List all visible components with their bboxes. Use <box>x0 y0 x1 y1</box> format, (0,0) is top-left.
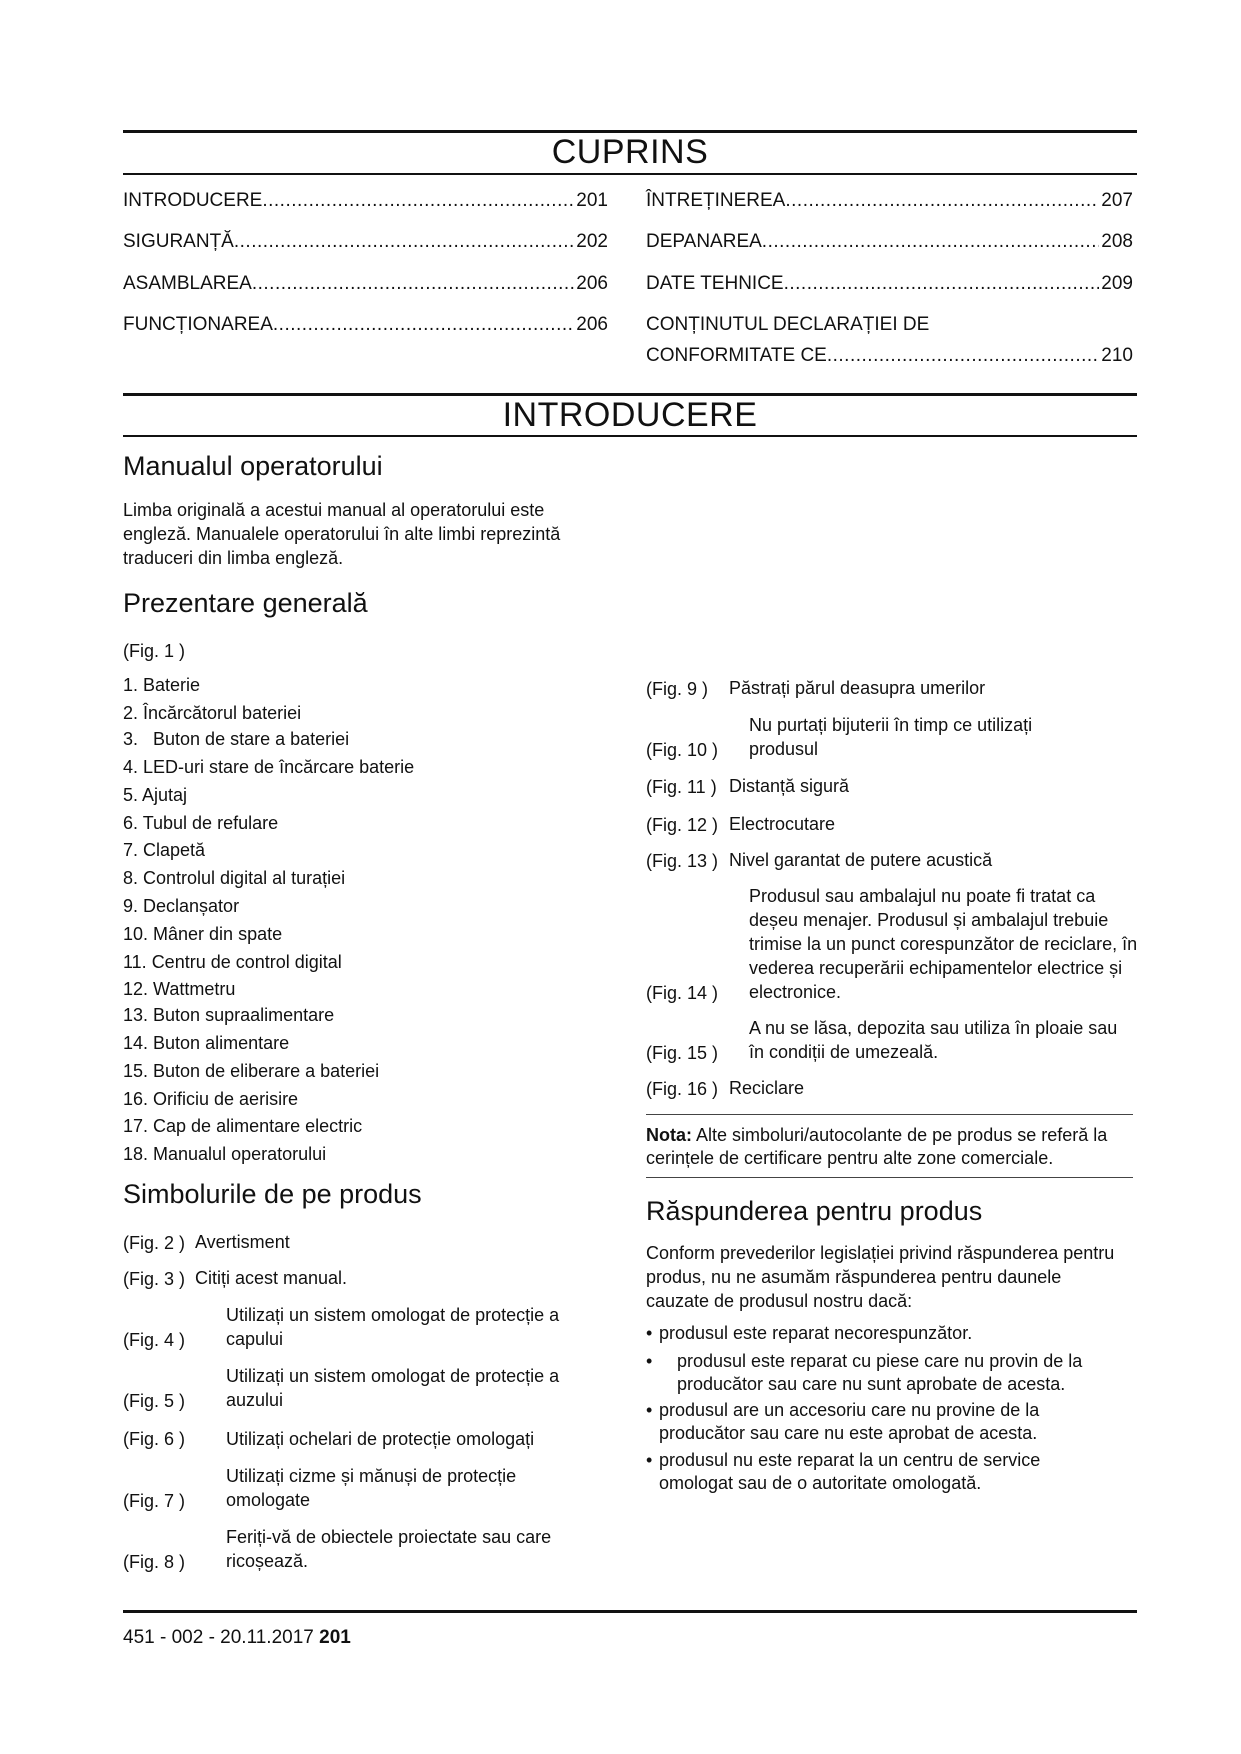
symbol-text: Reciclare <box>729 1078 805 1098</box>
bullet-dot: • <box>646 1400 653 1420</box>
liability-bullet: produsul este reparat necorespunzător. <box>659 1323 973 1343</box>
list-item: 14. Buton alimentare <box>123 1033 290 1053</box>
symbol-text: Nivel garantat de putere acustică <box>729 850 993 870</box>
symbol-fig-label: (Fig. 12 ) <box>646 815 719 835</box>
intro-bottom-rule <box>123 435 1137 437</box>
list-item: 5. Ajutaj <box>123 785 188 805</box>
toc-entry-page: 206 <box>576 314 608 335</box>
note <box>646 1124 1136 1170</box>
list-item: 3. Buton de stare a bateriei <box>123 729 350 749</box>
symbol-text: Utilizați un sistem omologat de protecție a capului <box>226 1305 560 1349</box>
list-item: 9. Declanșator <box>123 896 240 916</box>
symbol-fig-label: (Fig. 10 ) <box>646 740 719 760</box>
toc-entry-functionarea[interactable] <box>123 314 608 336</box>
liability-heading: Răspunderea pentru produs <box>646 1196 983 1226</box>
symbol-text: Citiți acest manual. <box>195 1268 348 1288</box>
toc-entry-introducere[interactable] <box>123 190 608 212</box>
overview-heading: Prezentare generală <box>123 588 368 618</box>
toc-entry-page: 209 <box>1101 273 1133 294</box>
intro-title: INTRODUCERE <box>502 396 758 434</box>
symbol-fig-label: (Fig. 6 ) <box>123 1429 186 1449</box>
toc-entry-label: ÎNTREȚINEREA <box>646 190 786 211</box>
symbol-fig-label: (Fig. 4 ) <box>123 1330 186 1350</box>
symbol-text: A nu se lăsa, depozita sau utiliza în ploaie sau în condiții de umezeală. <box>749 1018 1118 1062</box>
symbol-text: Păstrați părul deasupra umerilor <box>729 678 986 698</box>
symbol-text: Utilizați cizme și mănuși de protecție omologate <box>226 1466 517 1510</box>
symbol-text: Utilizați ochelari de protecție omologați <box>226 1429 535 1449</box>
list-item: 18. Manualul operatorului <box>123 1144 327 1164</box>
toc-entry-label: CONFORMITATE CE <box>646 345 827 366</box>
list-item: 1. Baterie <box>123 675 201 695</box>
note-label: Nota: <box>646 1125 692 1145</box>
symbol-fig-label: (Fig. 13 ) <box>646 851 719 871</box>
toc-entry-page: 201 <box>576 190 608 211</box>
symbol-fig-label: (Fig. 9 ) <box>646 679 709 699</box>
note-top-rule <box>646 1114 1133 1115</box>
footer-rule <box>123 1610 1137 1613</box>
toc-entry-label: ASAMBLAREA <box>123 273 252 294</box>
toc-entry-page: 206 <box>576 273 608 294</box>
symbol-text: Feriți-vă de obiectele proiectate sau care ricoșează. <box>226 1527 552 1571</box>
list-item: 10. Mâner din spate <box>123 924 283 944</box>
toc-entry-label: SIGURANȚĂ <box>123 231 234 252</box>
list-item: 6. Tubul de refulare <box>123 813 279 833</box>
symbol-fig-label: (Fig. 5 ) <box>123 1391 186 1411</box>
toc-entry-page: 202 <box>576 231 608 252</box>
manual-heading: Manualul operatorului <box>123 451 383 481</box>
symbol-text: Avertisment <box>195 1232 290 1252</box>
overview-fig: (Fig. 1 ) <box>123 641 186 661</box>
toc-entry-page: 207 <box>1101 190 1133 211</box>
toc-entry-declaratie[interactable] <box>646 345 1133 367</box>
note-bottom-rule <box>646 1177 1133 1178</box>
liability-bullet: produsul nu este reparat la un centru de service omologat sau de o autoritate omologată. <box>659 1450 1041 1493</box>
bullet-dot: • <box>646 1450 653 1470</box>
bullet-dot: • <box>646 1351 653 1371</box>
symbol-fig-label: (Fig. 3 ) <box>123 1269 186 1289</box>
toc-entry-asamblarea[interactable] <box>123 273 608 295</box>
toc-title: CUPRINS <box>551 133 709 171</box>
toc-entry-declaratie-line1: CONȚINUTUL DECLARAȚIEI DE <box>646 314 930 335</box>
footer <box>123 1627 351 1649</box>
liability-bullet: produsul este reparat cu piese care nu provin de la producător sau care nu sunt aprobate de acesta. <box>677 1351 1083 1394</box>
footer-code: 451 - 002 - 20.11.2017 <box>123 1627 314 1648</box>
symbol-fig-label: (Fig. 16 ) <box>646 1079 719 1099</box>
toc-entry-label: FUNCȚIONAREA <box>123 314 273 335</box>
symbol-text: Nu purtați bijuterii în timp ce utilizați produsul <box>749 715 1033 759</box>
manual-text: Limba originală a acestui manual al operatorului este engleză. Manualele operatorului în alte limbi reprezintă traduceri din limba engleză. <box>123 500 561 568</box>
list-item: 4. LED-uri stare de încărcare baterie <box>123 757 415 777</box>
list-item: 2. Încărcătorul bateriei <box>123 703 302 723</box>
symbol-text: Utilizați un sistem omologat de protecție a auzului <box>226 1366 560 1410</box>
liability-bullet: produsul are un accesoriu care nu provine de la producător sau care nu este aprobat de acesta. <box>659 1400 1040 1443</box>
list-item: 11. Centru de control digital <box>123 952 342 972</box>
toc-entry-label: DEPANAREA <box>646 231 762 252</box>
symbol-fig-label: (Fig. 14 ) <box>646 983 719 1003</box>
liability-text: Conform prevederilor legislației privind răspunderea pentru produs, nu ne asumăm răspunderea pentru daunele cauzate de produsul nostru dacă: <box>646 1243 1115 1311</box>
page-number: 201 <box>319 1627 351 1648</box>
list-item: 12. Wattmetru <box>123 979 236 999</box>
list-item: 16. Orificiu de aerisire <box>123 1089 299 1109</box>
toc-entry-page: 210 <box>1101 345 1133 366</box>
list-item: 7. Clapetă <box>123 840 206 860</box>
toc-entry-siguranta[interactable] <box>123 231 608 253</box>
bullet-dot: • <box>646 1323 653 1343</box>
list-item: 15. Buton de eliberare a bateriei <box>123 1061 380 1081</box>
symbol-fig-label: (Fig. 8 ) <box>123 1552 186 1572</box>
toc-bottom-rule <box>123 173 1137 175</box>
symbol-fig-label: (Fig. 11 ) <box>646 777 717 797</box>
list-item: 17. Cap de alimentare electric <box>123 1116 363 1136</box>
symbol-text: Distanță sigură <box>729 776 850 796</box>
symbol-text: Electrocutare <box>729 814 836 834</box>
symbol-fig-label: (Fig. 2 ) <box>123 1233 186 1253</box>
symbol-fig-label: (Fig. 15 ) <box>646 1043 719 1063</box>
toc-entry-date-tehnice[interactable] <box>646 273 1133 295</box>
symbols-heading: Simbolurile de pe produs <box>123 1179 422 1209</box>
note-text: Alte simboluri/autocolante de pe produs se referă la cerințele de certificare pentru alte zone comerciale. <box>646 1125 1108 1168</box>
toc-entry-depanarea[interactable] <box>646 231 1133 253</box>
toc-entry-page: 208 <box>1101 231 1133 252</box>
toc-entry-intretinerea[interactable] <box>646 190 1133 212</box>
symbol-fig-label: (Fig. 7 ) <box>123 1491 186 1511</box>
list-item: 13. Buton supraalimentare <box>123 1005 335 1025</box>
toc-entry-label: INTRODUCERE <box>123 190 263 211</box>
toc-entry-label: DATE TEHNICE <box>646 273 784 294</box>
symbol-text: Produsul sau ambalajul nu poate fi tratat ca deșeu menajer. Produsul și ambalajul trebuie trimise la un punct corespunzător de reciclare, în vederea recuperării echipamentelor electrice și electronice. <box>749 886 1138 1002</box>
list-item: 8. Controlul digital al turației <box>123 868 346 888</box>
